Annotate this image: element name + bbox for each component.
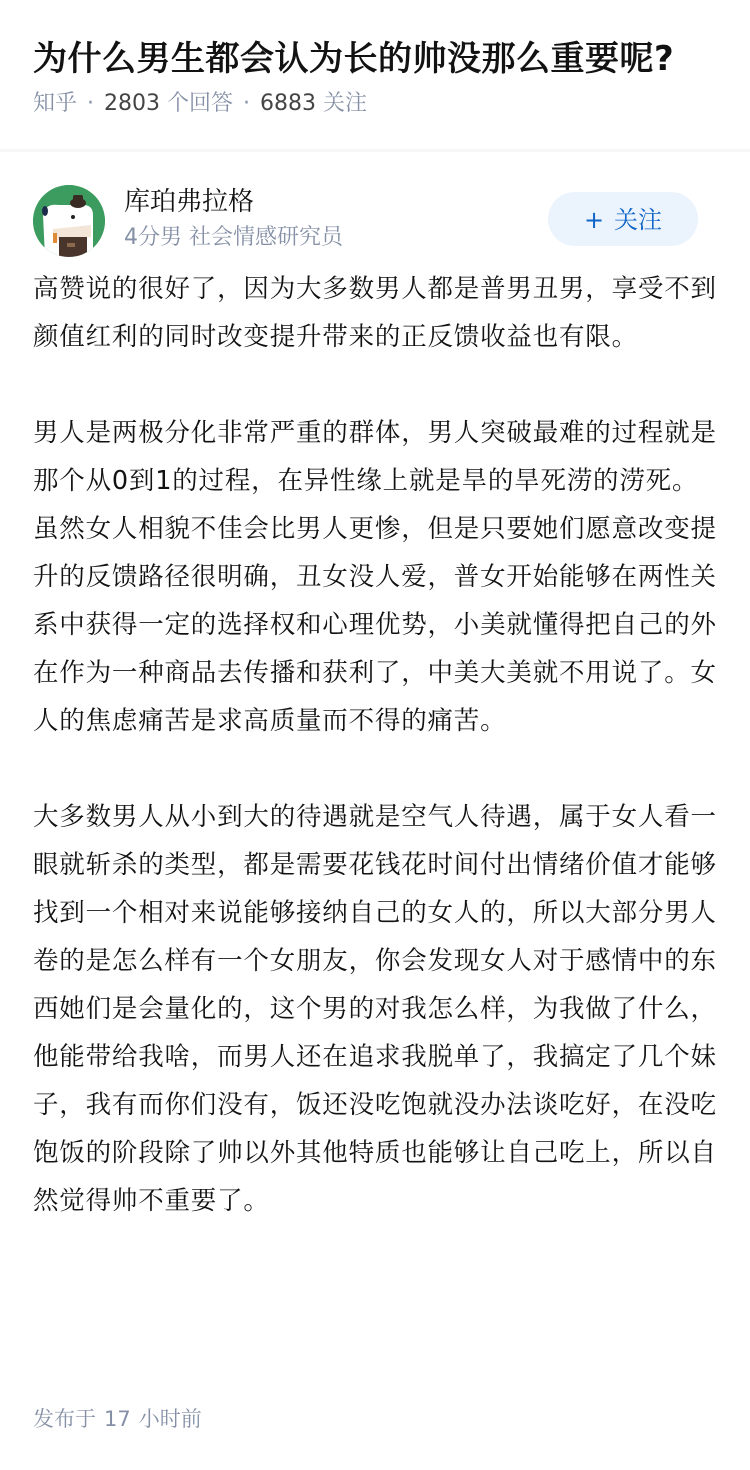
answer-paragraph: 男人是两极分化非常严重的群体，男人突破最难的过程就是那个从0到1的过程，在异性缘上就是旱的旱死涝的涝死。虽然女人相貌不佳会比男人更惨，但是只要她们愿意改变提升的反馈路径很明确，丑女没人爱，普女开始能够在两性关系中获得一定的选择权和心理优势，小美就懂得把自己的外在作为一种商品去传播和获利了，中美大美就不用说了。女人的焦虑痛苦是求高质量而不得的痛苦。 [33, 418, 717, 736]
follow-button-label: 关注 [614, 206, 663, 234]
question-meta [33, 88, 717, 120]
source-label[interactable]: 知乎 [33, 91, 78, 116]
separator-dot: · [243, 91, 251, 116]
author-card [0, 152, 750, 262]
follow-count: 6883 [260, 91, 317, 116]
author-bio: 4分男 社会情感研究员 [124, 225, 343, 250]
question-title[interactable]: 为什么男生都会认为长的帅没那么重要呢? [33, 39, 675, 79]
answer-paragraph: 大多数男人从小到大的待遇就是空气人待遇，属于女人看一眼就斩杀的类型，都是需要花钱花时间付出情绪价值才能够找到一个相对来说能够接纳自己的女人的，所以大部分男人卷的是怎么样有一个女朋友，你会发现女人对于感情中的东西她们是会量化的，这个男的对我怎么样，为我做了什么，他能带给我啥，而男人还在追求我脱单了，我搞定了几个妹子，我有而你们没有，饭还没吃饱就没办法谈吃好，在没吃饱饭的阶段除了帅以外其他特质也能够让自己吃上，所以自然觉得帅不重要了。 [33, 802, 717, 1216]
answer-count: 2803 [104, 91, 161, 116]
avatar[interactable] [33, 185, 105, 257]
answer-count-label: 个回答 [167, 91, 234, 116]
follow-button[interactable] [548, 192, 698, 246]
cartoon-bear-avatar-icon [33, 185, 105, 257]
question-header [0, 0, 750, 149]
author-name[interactable]: 库珀弗拉格 [124, 187, 255, 217]
published-num: 17 [104, 1407, 131, 1431]
published-prefix: 发布于 [33, 1407, 96, 1431]
follow-count-label: 关注 [323, 91, 368, 116]
separator-dot: · [87, 91, 95, 116]
author-info [124, 182, 343, 254]
published-time [33, 1403, 202, 1435]
answer-paragraph: 高赞说的很好了，因为大多数男人都是普男丑男，享受不到颜值红利的同时改变提升带来的正反馈收益也有限。 [33, 274, 717, 352]
answer-content [0, 262, 750, 1225]
plus-icon: + [583, 206, 605, 234]
published-suffix: 小时前 [138, 1407, 202, 1431]
